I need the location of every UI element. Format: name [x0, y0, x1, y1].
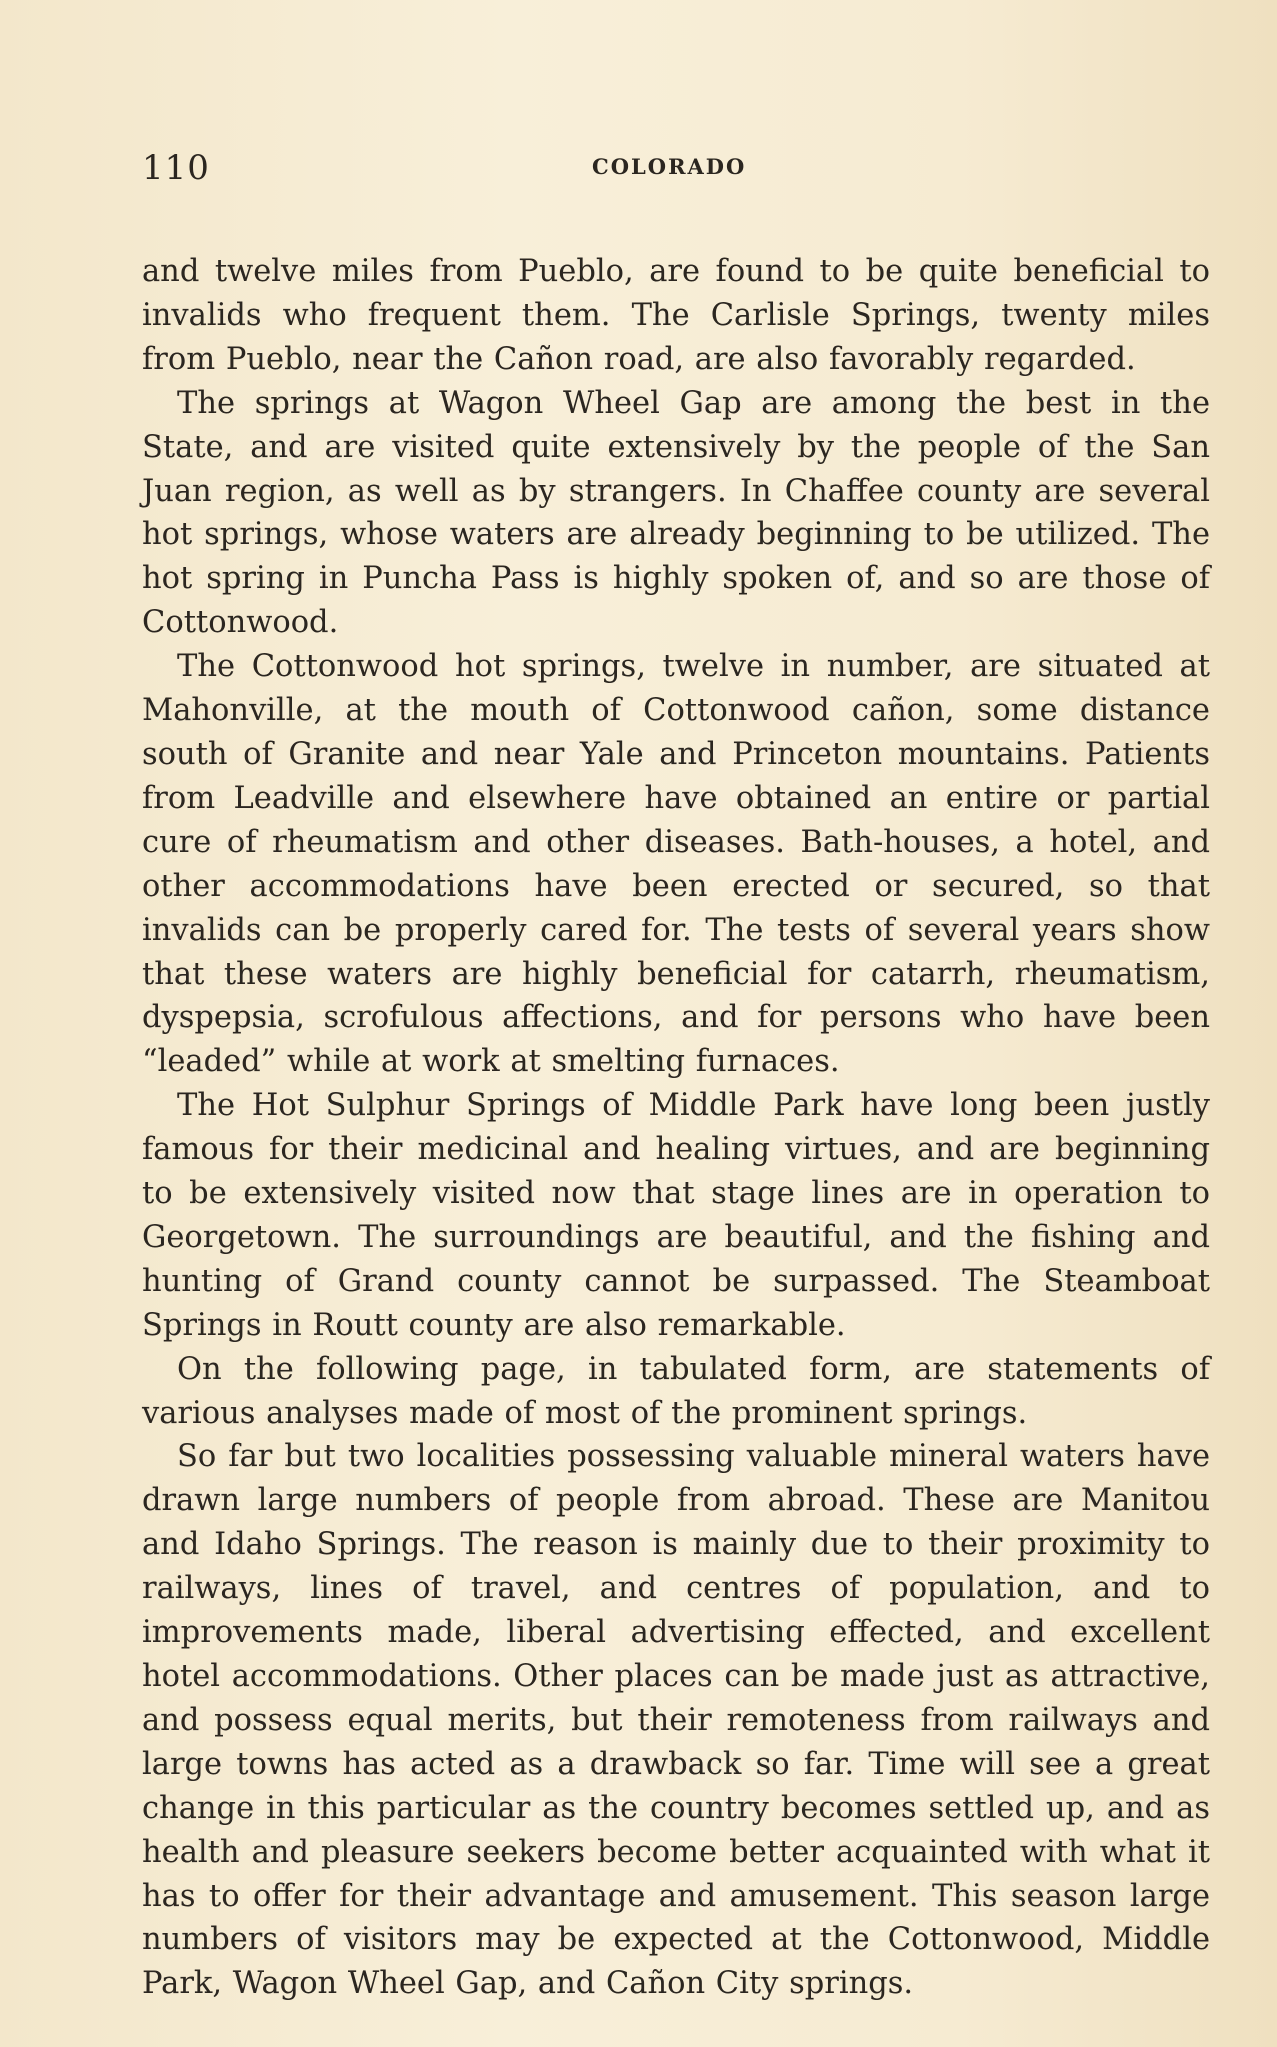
book-page	[142, 148, 1210, 2006]
paragraph-localities: So far but two localities possessing valuable mineral waters have drawn large numbers of people from abroad. These are Manitou and Idaho Springs. The reason is mainly due to their proximity to railways, lines of travel, and centres of population, and to improvements made, liberal advertising effected, and excellent hotel accommodations. Other places can be made just as attractive, and possess equal merits, but their remoteness from railways and large towns has acted as a drawback so far. Time will see a great change in this particular as the country becomes settled up, and as health and pleasure seekers become better acquainted with what it has to offer for their advantage and amusement. This season large numbers of visitors may be expected at the Cottonwood, Middle Park, Wagon Wheel Gap, and Cañon City springs.	[142, 1439, 1210, 2002]
body-text	[142, 250, 1210, 2006]
page-number: 110	[142, 148, 210, 188]
paragraph-hot-sulphur-springs: The Hot Sulphur Springs of Middle Park have long been justly famous for their medicinal and healing virtues, and are beginning to be extensively visited now that stage lines are in operation to Georgetown. The surroundings are beautiful, and the fishing and hunting of Grand county cannot be surpassed. The Steamboat Springs in Routt county are also remarkable.	[142, 1088, 1210, 1343]
running-head: COLORADO	[592, 154, 747, 179]
paragraph-continuation: and twelve miles from Pueblo, are found to be quite beneficial to invalids who frequent them. The Carlisle Springs, twenty miles from Pueblo, near the Cañon road, are also favorably regarded.	[142, 254, 1210, 377]
paragraph-analyses-note: On the following page, in tabulated form, are statements of various analyses made of most of the prominent springs.	[142, 1351, 1210, 1431]
paragraph-cottonwood-springs: The Cottonwood hot springs, twelve in number, are situated at Mahonville, at the mouth of Cottonwood cañon, some distance south of Granite and near Yale and Princeton mountains. Patients from Leadville and elsewhere have obtained an entire or partial cure of rheumatism and other diseases. Bath-houses, a hotel, and other accommodations have been erected or secured, so that invalids can be properly cared for. The tests of several years show that these waters are highly beneficial for catarrh, rheumatism, dyspepsia, scrofulous affections, and for persons who have been “leaded” while at work at smelting furnaces.	[142, 649, 1210, 1080]
paragraph-wagon-wheel-gap: The springs at Wagon Wheel Gap are among the best in the State, and are visited quite extensively by the people of the San Juan region, as well as by strangers. In Chaffee county are several hot springs, whose waters are already beginning to be utilized. The hot spring in Puncha Pass is highly spoken of, and so are those of Cottonwood.	[142, 385, 1210, 641]
page-header	[142, 148, 1210, 188]
